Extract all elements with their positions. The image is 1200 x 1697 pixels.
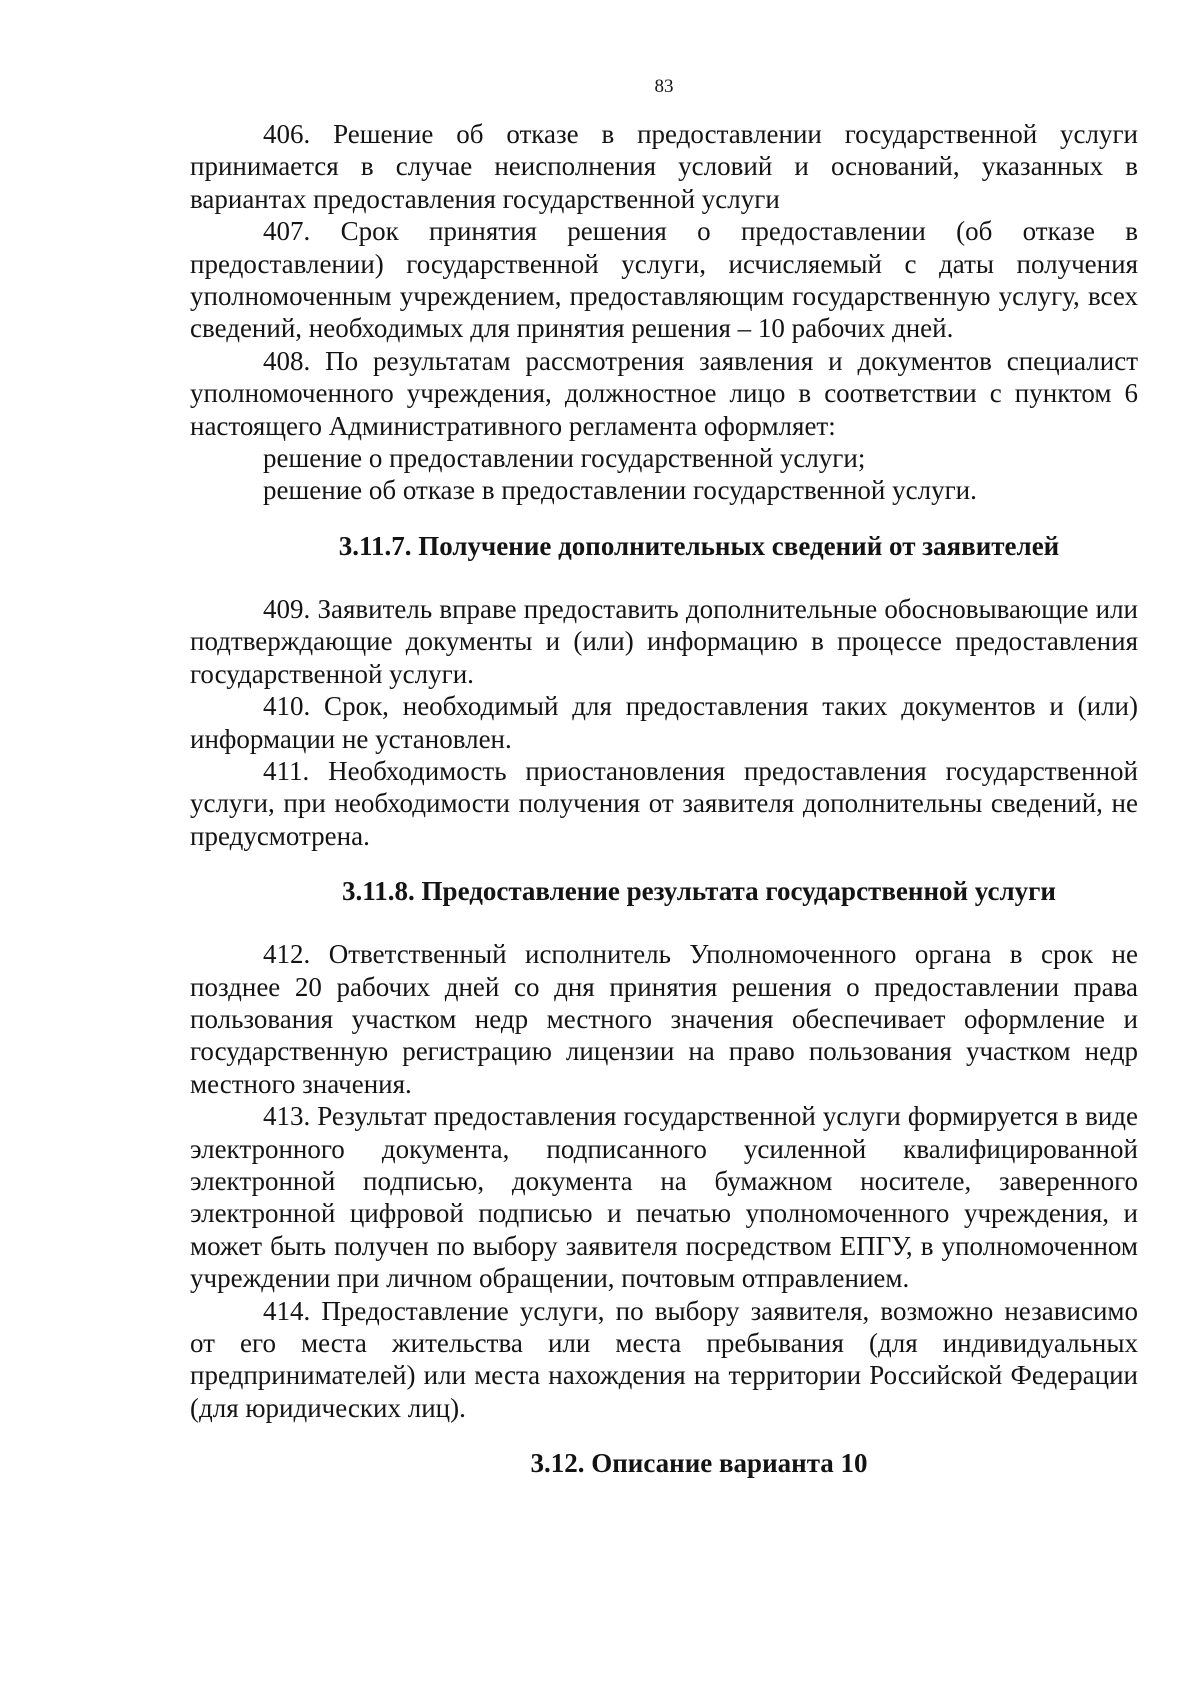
page-number: 83 [654, 76, 674, 97]
paragraph-406: 406. Решение об отказе в предоставлении государственной услуги принимается в случае неисполнения условий и оснований, указанных в вариантах предоставления государственной услуги [190, 119, 1138, 214]
document-page [190, 0, 1138, 1697]
section-heading-3-12: 3.12. Описание варианта 10 [530, 1448, 868, 1479]
paragraph-408: 408. По результатам рассмотрения заявления и документов специалист уполномоченного учреждения, должностное лицо в соответствии с пунктом 6 настоящего Административного регламента оформляет: [190, 345, 1138, 441]
paragraph-414: 414. Предоставление услуги, по выбору заявителя, возможно независимо от его места жительства или места пребывания (для индивидуальных предпринимателей) или места нахождения на территории Российской Федерации (для юридических лиц). [190, 1295, 1138, 1423]
list-item-decision-refusal: решение об отказе в предоставлении государственной услуги. [263, 475, 977, 506]
paragraph-412: 412. Ответственный исполнитель Уполномоченного органа в срок не позднее 20 рабочих дней со дня принятия решения о предоставлении права пользования участком недр местного значения обеспечивает оформление и государственную регистрацию лицензии на право пользования участком недр местного значения. [190, 939, 1138, 1099]
paragraph-411: 411. Необходимость приостановления предоставления государственной услуги, при необходимости получения от заявителя дополнительны сведений, не предусмотрена. [190, 755, 1138, 851]
list-item-decision-grant: решение о предоставлении государственной услуги; [263, 443, 866, 474]
section-heading-3-11-8: 3.11.8. Предоставление результата государственной услуги [342, 876, 1056, 907]
section-heading-3-11-7: 3.11.7. Получение дополнительных сведений от заявителей [338, 530, 1060, 561]
document-body [190, 118, 1138, 1479]
paragraph-409: 409. Заявитель вправе предоставить дополнительные обосновывающие или подтверждающие документы и (или) информацию в процессе предоставления государственной услуги. [190, 593, 1138, 689]
paragraph-413: 413. Результат предоставления государственной услуги формируется в виде электронного документа, подписанного усиленной квалифицированной электронной подписью, документа на бумажном носителе, заверенного электронной цифровой подписью и печатью уполномоченного учреждения, и может быть получен по выбору заявителя посредством ЕПГУ, в уполномоченном учреждении при личном обращении, почтовым отправлением. [190, 1101, 1138, 1294]
paragraph-410: 410. Срок, необходимый для предоставления таких документов и (или) информации не установлен. [190, 691, 1138, 754]
paragraph-407: 407. Срок принятия решения о предоставлении (об отказе в предоставлении) государственной услуги, исчисляемый с даты получения уполномоченным учреждением, предоставляющим государственную услугу, всех сведений, необходимых для принятия решения – 10 рабочих дней. [190, 216, 1138, 344]
